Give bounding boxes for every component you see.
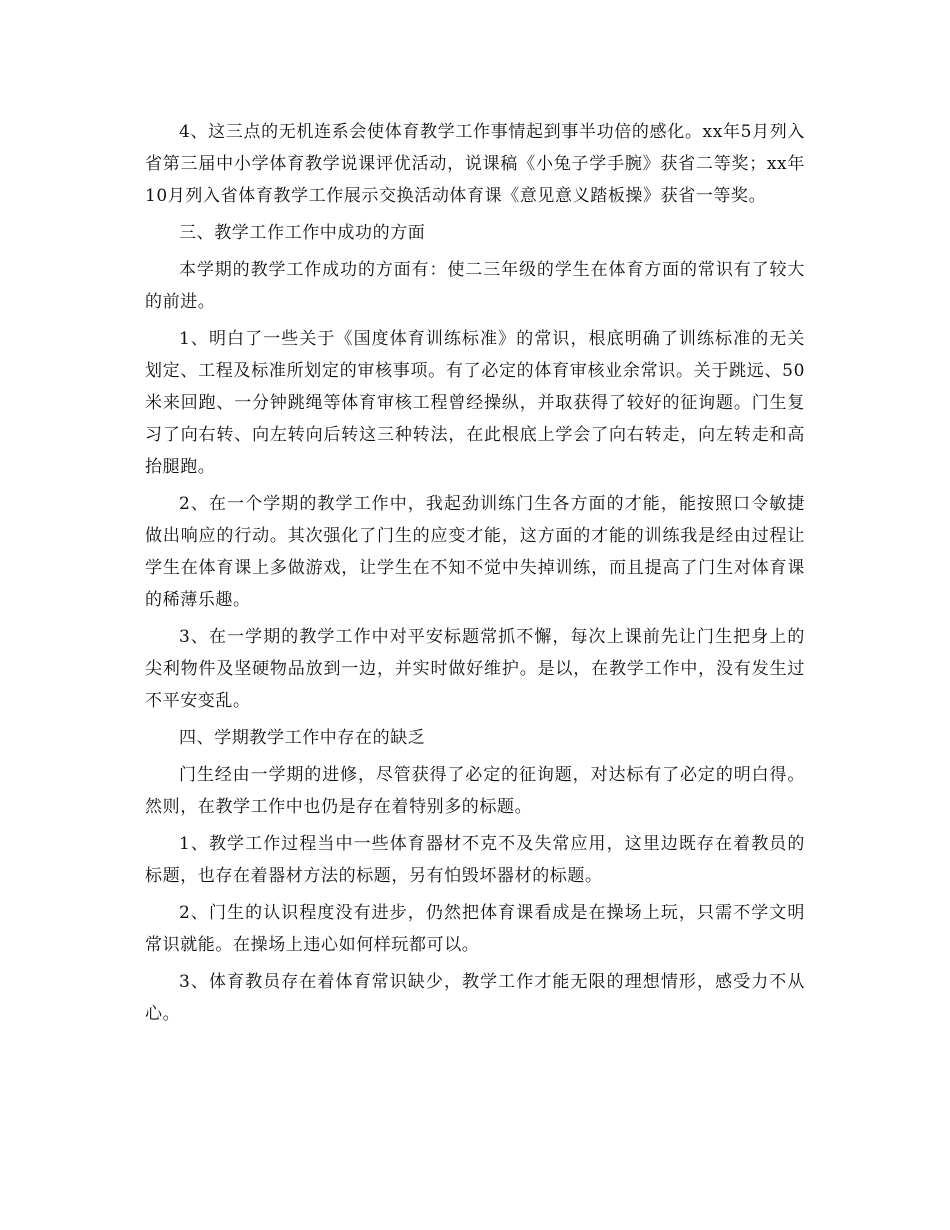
paragraph-success-intro: 本学期的教学工作成功的方面有：使二三年级的学生在体育方面的常识有了较大的前进。 bbox=[145, 260, 805, 312]
section-heading-shortcomings: 四、学期教学工作中存在的缺乏 bbox=[179, 728, 426, 748]
paragraph-shortcoming-3: 3、体育教员存在着体育常识缺少，教学工作才能无限的理想情形，感受力不从心。 bbox=[145, 972, 805, 1024]
paragraph-success-1: 1、明白了一些关于《国度体育训练标准》的常识，根底明确了训练标准的无关划定、工程及标准所划定的审核事项。有了必定的体育审核业余常识。关于跳远、50米来回跑、一分钟跳绳等体育审核工程曾经操纵，并取获得了较好的征询题。门生复习了向右转、向左转向后转这三种转法，在此根底上学会了向右转走，向左转走和高抬腿跑。 bbox=[145, 329, 805, 477]
paragraph-achievement-4: 4、这三点的无机连系会使体育教学工作事情起到事半功倍的感化。xx年5月列入省第三届中小学体育教学说课评优活动，说课稿《小兔子学手腕》获省二等奖；xx年10月列入省体育教学工作展示交换活动体育课《意见意义踏板操》获省一等奖。 bbox=[145, 122, 805, 206]
paragraph-success-3: 3、在一学期的教学工作中对平安标题常抓不懈，每次上课前先让门生把身上的尖利物件及坚硬物品放到一边，并实时做好维护。是以，在教学工作中，没有发生过不平安变乱。 bbox=[145, 627, 805, 711]
paragraph-shortcoming-2: 2、门生的认识程度没有进步，仍然把体育课看成是在操场上玩，只需不学文明常识就能。在操场上违心如何样玩都可以。 bbox=[145, 903, 805, 955]
paragraph-shortcoming-1: 1、教学工作过程当中一些体育器材不克不及失常应用，这里边既存在着教员的标题，也存在着器材方法的标题，另有怕毁坏器材的标题。 bbox=[145, 834, 805, 886]
document-body bbox=[145, 116, 805, 1035]
paragraph-success-2: 2、在一个学期的教学工作中，我起劲训练门生各方面的才能，能按照口令敏捷做出响应的行动。其次强化了门生的应变才能，这方面的才能的训练我是经由过程让学生在体育课上多做游戏，让学生在不知不觉中失掉训练，而且提高了门生对体育课的稀薄乐趣。 bbox=[145, 494, 805, 610]
section-heading-successes: 三、教学工作工作中成功的方面 bbox=[179, 223, 426, 243]
paragraph-shortcomings-intro: 门生经由一学期的进修，尽管获得了必定的征询题，对达标有了必定的明白得。然则，在教学工作中也仍是存在着特别多的标题。 bbox=[145, 765, 805, 817]
